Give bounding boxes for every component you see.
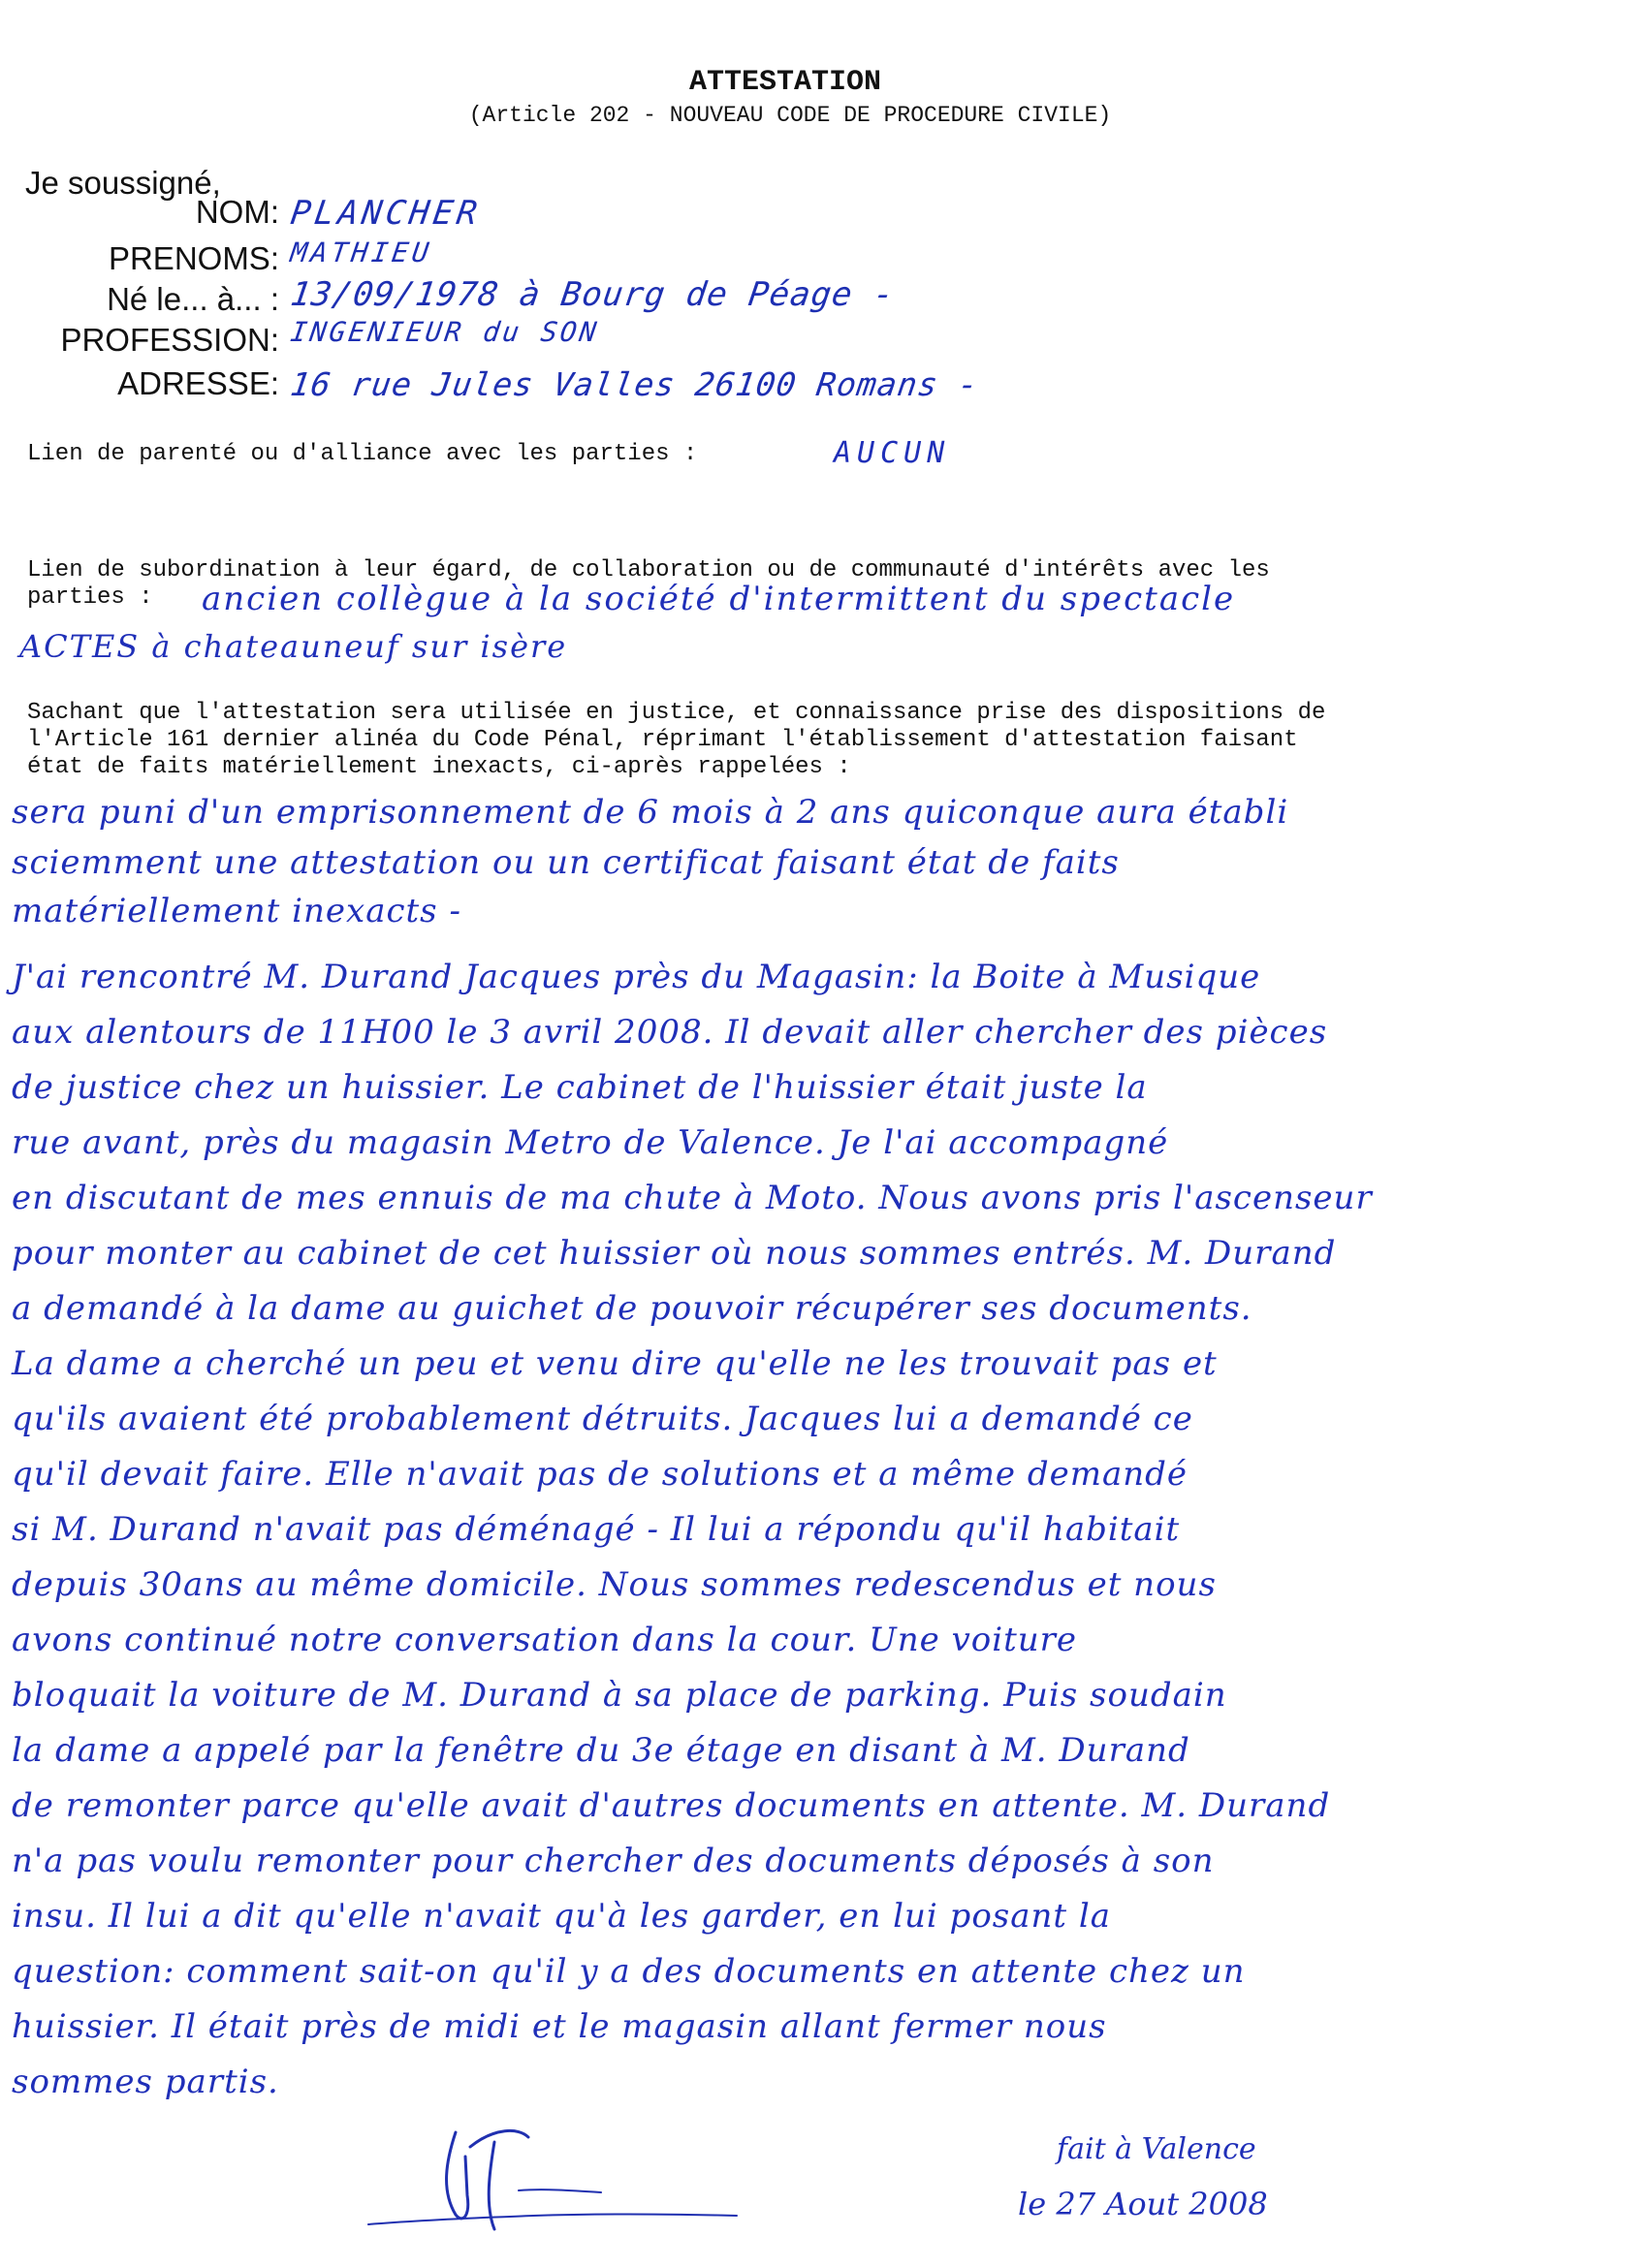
- temoignage-line: de remonter parce qu'elle avait d'autres documents en attente. M. Durand: [12, 1786, 1331, 1825]
- sachant-line-2: l'Article 161 dernier alinéa du Code Pénal, réprimant l'établissement d'attestation faisant: [27, 727, 1298, 753]
- temoignage-line: huissier. Il était près de midi et le magasin allant fermer nous: [12, 2007, 1107, 2046]
- sachant-line-1: Sachant que l'attestation sera utilisée en justice, et connaissance prise des dispositions de: [27, 700, 1326, 726]
- field-value-prenoms: MATHIEU: [288, 236, 435, 268]
- subordination-answer-2: ACTES à chateauneuf sur isère: [19, 628, 568, 665]
- field-adresse: [0, 365, 982, 408]
- temoignage-line: n'a pas voulu remonter pour chercher des documents déposés à son: [12, 1842, 1215, 1880]
- field-value-nom: PLANCHER: [288, 194, 484, 233]
- temoignage-line: bloquait la voiture de M. Durand à sa place de parking. Puis soudain: [12, 1676, 1227, 1715]
- temoignage-line: sommes partis.: [12, 2063, 279, 2101]
- temoignage-line: aux alentours de 11H00 le 3 avril 2008. Il devait aller chercher des pièces: [12, 1013, 1328, 1052]
- field-value-adresse: 16 rue Jules Valles 26100 Romans -: [288, 365, 982, 403]
- field-nom: [0, 194, 484, 236]
- rappel-line: sciemment une attestation ou un certificat faisant état de faits: [12, 843, 1120, 882]
- field-label-nom: NOM:: [195, 194, 279, 230]
- temoignage-line: avons continué notre conversation dans la cour. Une voiture: [12, 1621, 1078, 1659]
- temoignage-line: de justice chez un huissier. Le cabinet de l'huissier était juste la: [12, 1068, 1148, 1107]
- document-subtitle: (Article 202 - NOUVEAU CODE DE PROCEDURE CIVILE): [468, 103, 1112, 128]
- field-label-prenoms: PRENOMS:: [108, 240, 279, 276]
- parente-label: Lien de parenté ou d'alliance avec les parties :: [27, 441, 698, 467]
- temoignage-line: question: comment sait-on qu'il y a des documents en attente chez un: [12, 1952, 1246, 1991]
- subordination-line1: Lien de subordination à leur égard, de collaboration ou de communauté d'intérêts avec les: [27, 557, 1270, 583]
- temoignage-line: rue avant, près du magasin Metro de Valence. Je l'ai accompagné: [12, 1123, 1169, 1162]
- intro-text: Je soussigné,: [25, 165, 221, 201]
- field-value-profession: INGENIEUR du SON: [288, 316, 602, 348]
- temoignage-line: si M. Durand n'avait pas déménagé - Il lui a répondu qu'il habitait: [12, 1510, 1181, 1549]
- temoignage-line: a demandé à la dame au guichet de pouvoir récupérer ses documents.: [12, 1289, 1252, 1328]
- temoignage-line: pour monter au cabinet de cet huissier où nous sommes entrés. M. Durand: [12, 1234, 1337, 1273]
- document-title: ATTESTATION: [688, 66, 882, 99]
- temoignage-line: J'ai rencontré M. Durand Jacques près du Magasin: la Boite à Musique: [12, 958, 1261, 996]
- closing-date: le 27 Aout 2008: [1018, 2186, 1268, 2222]
- field-label-profession: PROFESSION:: [60, 322, 279, 358]
- parente-value: AUCUN: [834, 436, 951, 470]
- temoignage-line: depuis 30ans au même domicile. Nous sommes redescendus et nous: [12, 1565, 1217, 1604]
- temoignage-line: qu'ils avaient été probablement détruits. Jacques lui a demandé ce: [12, 1400, 1193, 1438]
- temoignage-line: qu'il devait faire. Elle n'avait pas de solutions et a même demandé: [12, 1455, 1188, 1494]
- temoignage-line: en discutant de mes ennuis de ma chute à Moto. Nous avons pris l'ascenseur: [12, 1179, 1373, 1217]
- closing-fait: fait à Valence: [1057, 2132, 1256, 2166]
- field-profession: [0, 316, 602, 364]
- subordination-answer-1: ancien collègue à la société d'intermittent du spectacle: [202, 580, 1236, 618]
- field-label-naissance: Né le... à... :: [107, 281, 279, 317]
- subordination-line2: parties :: [27, 584, 153, 611]
- temoignage-line: La dame a cherché un peu et venu dire qu'elle ne les trouvait pas et: [12, 1344, 1218, 1383]
- rappel-line: sera puni d'un emprisonnement de 6 mois à 2 ans quiconque aura établi: [12, 793, 1289, 832]
- field-value-naissance: 13/09/1978 à Bourg de Péage -: [288, 275, 898, 314]
- field-label-adresse: ADRESSE:: [117, 365, 279, 401]
- signature-icon: [349, 2123, 756, 2239]
- field-naissance: [0, 275, 898, 324]
- temoignage-line: insu. Il lui a dit qu'elle n'avait qu'à les garder, en lui posant la: [12, 1897, 1112, 1936]
- field-prenoms: [0, 236, 435, 283]
- rappel-line: matériellement inexacts -: [12, 892, 461, 930]
- sachant-line-3: état de faits matériellement inexacts, ci-après rappelées :: [27, 754, 851, 780]
- temoignage-line: la dame a appelé par la fenêtre du 3e étage en disant à M. Durand: [12, 1731, 1190, 1770]
